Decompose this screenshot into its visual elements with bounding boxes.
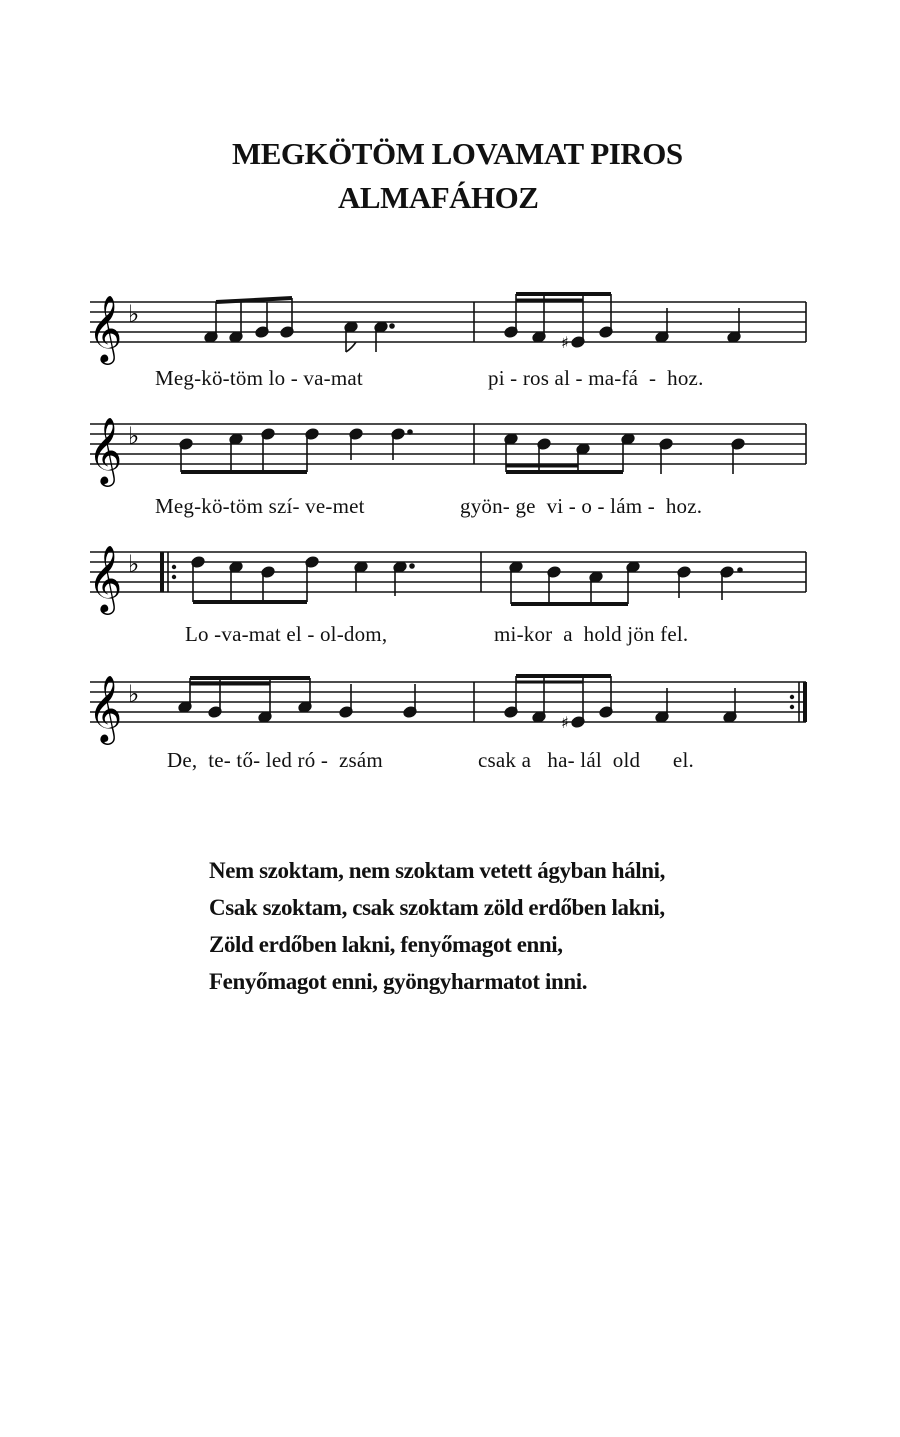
staff-1: [0, 290, 900, 400]
flat-icon: ♭: [128, 300, 140, 328]
verse-line-4: Fenyőmagot enni, gyöngyharmatot inni.: [209, 969, 588, 994]
music-system-3: [0, 540, 900, 680]
lyrics-3-left: Lo -va-mat el - ol-dom,: [185, 622, 388, 646]
staff-3: [0, 540, 900, 650]
lyrics-4-left: De, te- tő- led ró - zsám: [167, 748, 383, 772]
verse-line-2: Csak szoktam, csak szoktam zöld erdőben lakni,: [209, 895, 665, 920]
music-system-1: [0, 290, 900, 430]
song-title-line-2: ALMAFÁHOZ: [338, 180, 539, 215]
treble-clef-icon: 𝄞: [88, 416, 123, 484]
flat-icon: ♭: [128, 550, 140, 578]
lyrics-2-right: gyön- ge vi - o - lám - hoz.: [460, 494, 703, 518]
verse-text: [209, 852, 665, 1000]
lyrics-1-left: Meg-kö-töm lo - va-mat: [155, 366, 363, 390]
treble-clef-icon: 𝄞: [88, 674, 123, 742]
song-title-line-1: MEGKÖTÖM LOVAMAT PIROS: [232, 136, 683, 171]
verse-line-3: Zöld erdőben lakni, fenyőmagot enni,: [209, 932, 563, 957]
treble-clef-icon: 𝄞: [88, 544, 123, 612]
verse-line-1: Nem szoktam, nem szoktam vetett ágyban hálni,: [209, 858, 666, 883]
staff-2: [0, 412, 900, 522]
lyrics-3-right: mi-kor a hold jön fel.: [494, 622, 689, 646]
lyrics-1-right: pi - ros al - ma-fá - hoz.: [488, 366, 704, 390]
music-system-4: [0, 670, 900, 810]
staff-4: [0, 670, 900, 780]
lyrics-2-left: Meg-kö-töm szí- ve-met: [155, 494, 365, 518]
treble-clef-icon: 𝄞: [88, 294, 123, 362]
flat-icon: ♭: [128, 422, 140, 450]
sharp-icon: ♯: [561, 333, 569, 352]
lyrics-4-right: csak a ha- lál old el.: [478, 748, 694, 772]
notes: [191, 556, 742, 604]
sharp-icon: ♯: [561, 713, 569, 732]
flat-icon: ♭: [128, 680, 140, 708]
music-system-2: [0, 412, 900, 552]
